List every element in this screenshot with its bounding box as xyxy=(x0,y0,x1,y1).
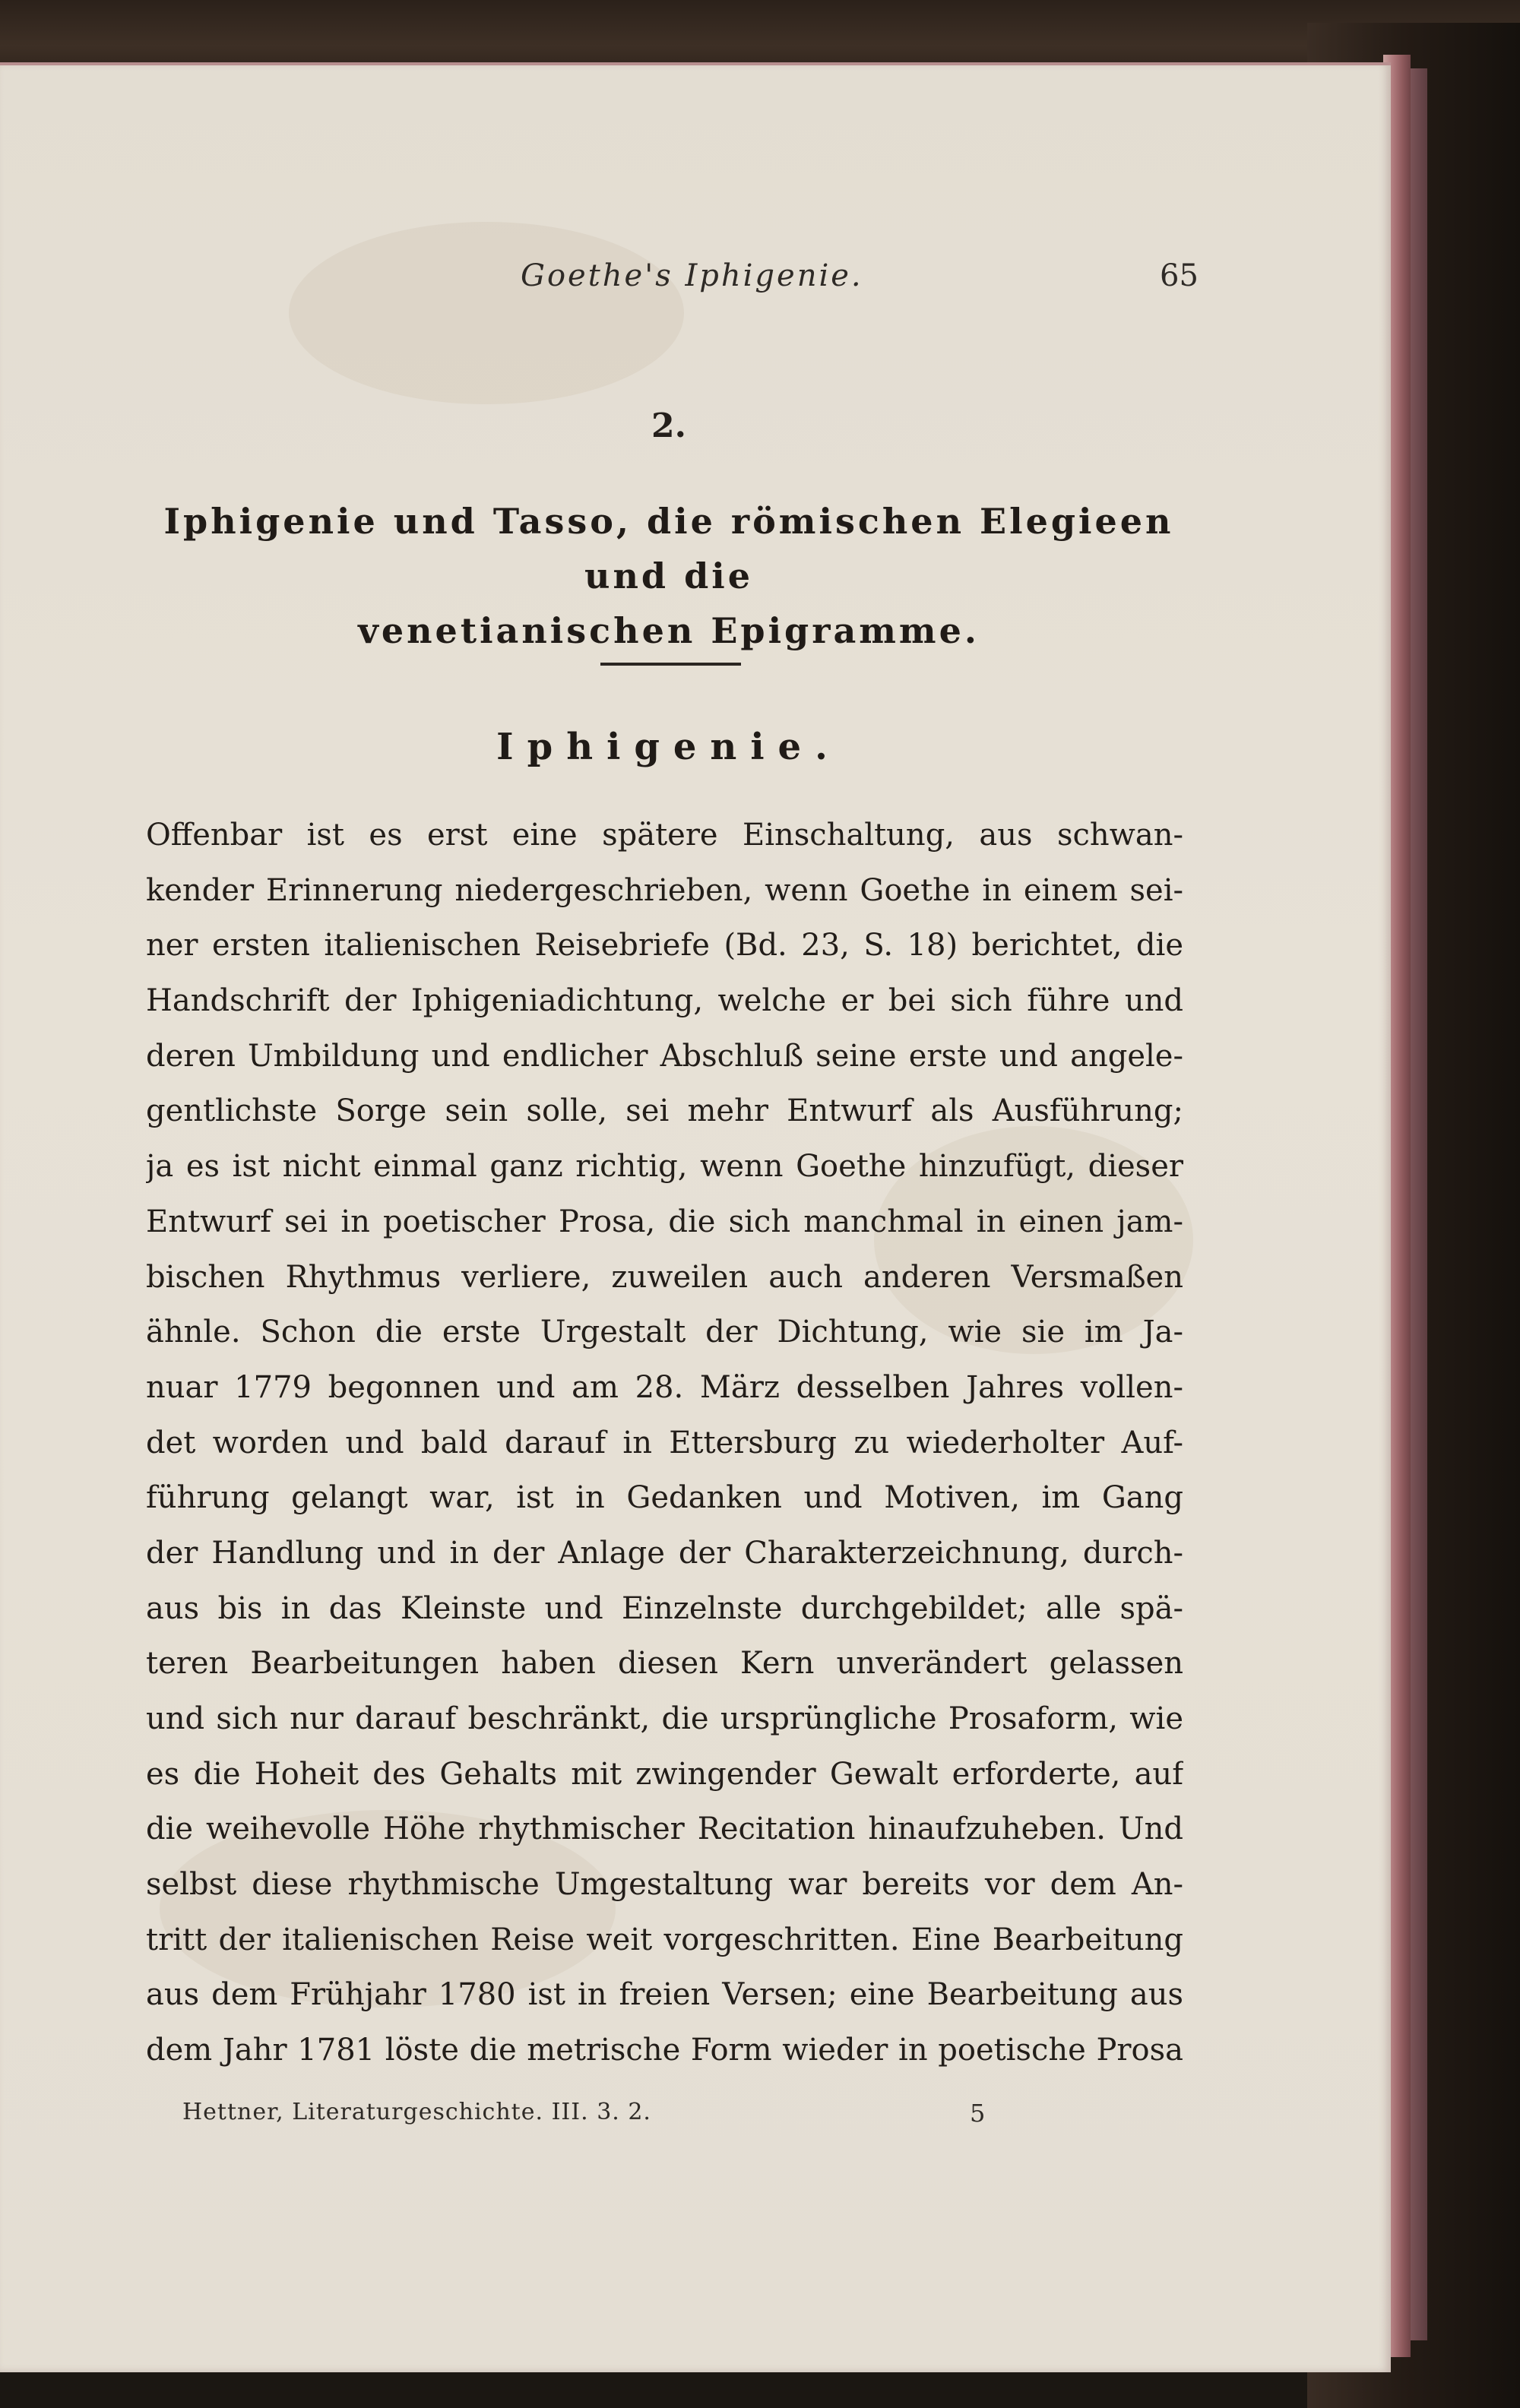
page-top-edge-line xyxy=(0,62,1391,65)
body-text xyxy=(146,808,1183,2078)
chapter-title-line: Iphigenie und Tasso, die römischen Elegieen und die xyxy=(163,501,1174,596)
body-line: tritt der italienischen Reise weit vorgeschritten. Eine Bearbeitung xyxy=(146,1922,1183,1957)
page-block-shadow-edge xyxy=(1411,68,1427,2340)
body-line: kender Erinnerung niedergeschrieben, wenn Goethe in einem sei- xyxy=(146,872,1183,908)
page-stain xyxy=(289,222,684,404)
body-line: aus dem Frühjahr 1780 ist in freien Versen; eine Bearbeitung aus xyxy=(146,1977,1183,2013)
chapter-title-line: venetianischen Epigramme. xyxy=(358,610,980,651)
running-title: Goethe's Iphigenie. xyxy=(521,258,863,293)
footer-note: Hettner, Literaturgeschichte. III. 3. 2. xyxy=(182,2099,651,2125)
signature-mark: 5 xyxy=(970,2099,986,2128)
body-line: der Handlung und in der Anlage der Charakterzeichnung, durch- xyxy=(146,1535,1183,1571)
page-header xyxy=(0,258,1391,304)
body-line: Offenbar ist es erst eine spätere Einschaltung, aus schwan- xyxy=(146,818,1183,853)
body-line: ähnle. Schon die erste Urgestalt der Dichtung, wie sie im Ja- xyxy=(146,1315,1183,1350)
section-number: 2. xyxy=(651,407,686,445)
body-line: führung gelangt war, ist in Gedanken und Motiven, im Gang xyxy=(146,1480,1183,1516)
body-line: es die Hoheit des Gehalts mit zwingender Gewalt erforderte, auf xyxy=(146,1756,1183,1792)
title-divider-rule xyxy=(600,663,741,666)
body-line: aus bis in das Kleinste und Einzelnste durchgebildet; alle spä- xyxy=(146,1590,1183,1626)
body-line: die weihevolle Höhe rhythmischer Recitation hinaufzuheben. Und xyxy=(146,1812,1183,1847)
body-line: dem Jahr 1781 löste die metrische Form wieder in poetische Prosa xyxy=(146,2033,1183,2068)
body-line: und sich nur darauf beschränkt, die ursprüngliche Prosaform, wie xyxy=(146,1701,1183,1736)
body-line: Handschrift der Iphigeniadichtung, welche er bei sich führe und xyxy=(146,983,1183,1019)
body-line: Entwurf sei in poetischer Prosa, die sich manchmal in einen jam- xyxy=(146,1204,1183,1239)
body-line: teren Bearbeitungen haben diesen Kern unverändert gelassen xyxy=(146,1646,1183,1682)
body-line: ner ersten italienischen Reisebriefe (Bd. 23, S. 18) berichtet, die xyxy=(146,928,1183,964)
page-number: 65 xyxy=(1160,258,1199,293)
subsection-title: Iphigenie. xyxy=(496,726,841,768)
body-line: ja es ist nicht einmal ganz richtig, wenn Goethe hinzufügt, dieser xyxy=(146,1149,1183,1185)
body-line: gentlichste Sorge sein solle, sei mehr Entwurf als Ausführung; xyxy=(146,1093,1183,1129)
body-line: deren Umbildung und endlicher Abschluß seine erste und angele- xyxy=(146,1038,1183,1074)
body-line: det worden und bald darauf in Ettersburg zu wiederholter Auf- xyxy=(146,1425,1183,1460)
body-line: selbst diese rhythmische Umgestaltung war bereits vor dem An- xyxy=(146,1867,1183,1903)
chapter-title xyxy=(137,494,1201,658)
body-line: bischen Rhythmus verliere, zuweilen auch anderen Versmaßen xyxy=(146,1259,1183,1295)
body-line: nuar 1779 begonnen und am 28. März desselben Jahres vollen- xyxy=(146,1369,1183,1405)
